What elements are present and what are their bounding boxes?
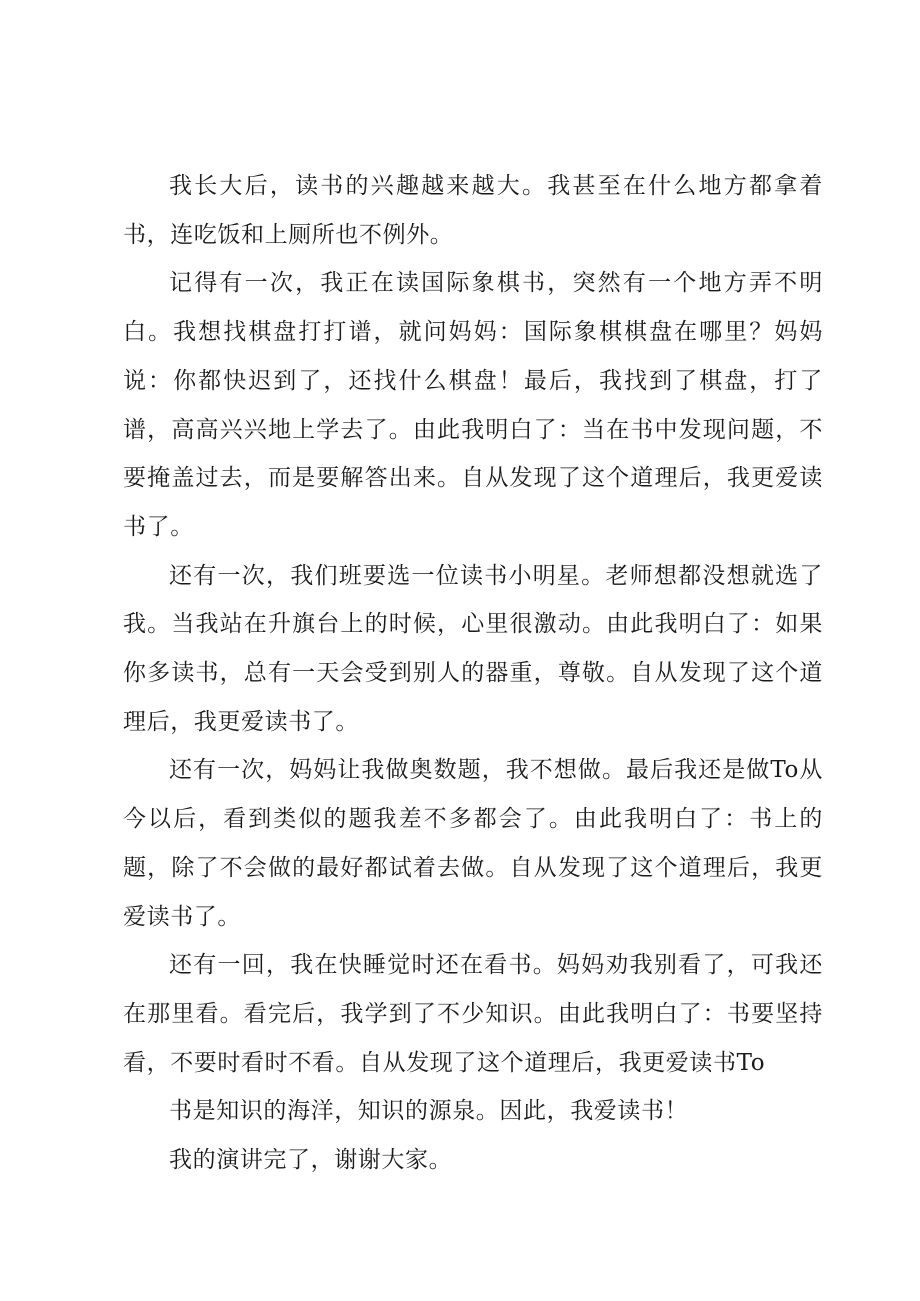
paragraph-7: 我的演讲完了，谢谢大家。 xyxy=(169,1147,453,1174)
paragraph-6: 书是知识的海洋，知识的源泉。因此，我爱读书！ xyxy=(169,1098,689,1125)
paragraph-4: 还有一次，妈妈让我做奥数题，我不想做。最后我还是做To从今以后，看到类似的题我差不多都会了。由此我明白了：书上的题，除了不会做的最好都试着去做。自从发现了这个道理后，我更爱读书了。 xyxy=(123,757,823,930)
paragraph-3: 还有一次，我们班要选一位读书小明星。老师想都没想就选了我。当我站在升旗台上的时候，心里很激动。由此我明白了：如果你多读书，总有一天会受到别人的器重，尊敬。自从发现了这个道理后，我更爱读书了。 xyxy=(123,562,823,735)
speech-text xyxy=(123,162,823,1185)
paragraph-5: 还有一回，我在快睡觉时还在看书。妈妈劝我别看了，可我还在那里看。看完后，我学到了不少知识。由此我明白了：书要坚持看，不要时看时不看。自从发现了这个道理后，我更爱读书To xyxy=(123,952,823,1076)
paragraph-2: 记得有一次，我正在读国际象棋书，突然有一个地方弄不明白。我想找棋盘打打谱，就问妈妈：国际象棋棋盘在哪里？妈妈说：你都快迟到了，还找什么棋盘！最后，我找到了棋盘，打了谱，高高兴兴地上学去了。由此我明白了：当在书中发现问题，不要掩盖过去，而是要解答出来。自从发现了这个道理后，我更爱读书了。 xyxy=(123,270,823,540)
paragraph-1: 我长大后，读书的兴趣越来越大。我甚至在什么地方都拿着书，连吃饭和上厕所也不例外。 xyxy=(123,173,823,248)
